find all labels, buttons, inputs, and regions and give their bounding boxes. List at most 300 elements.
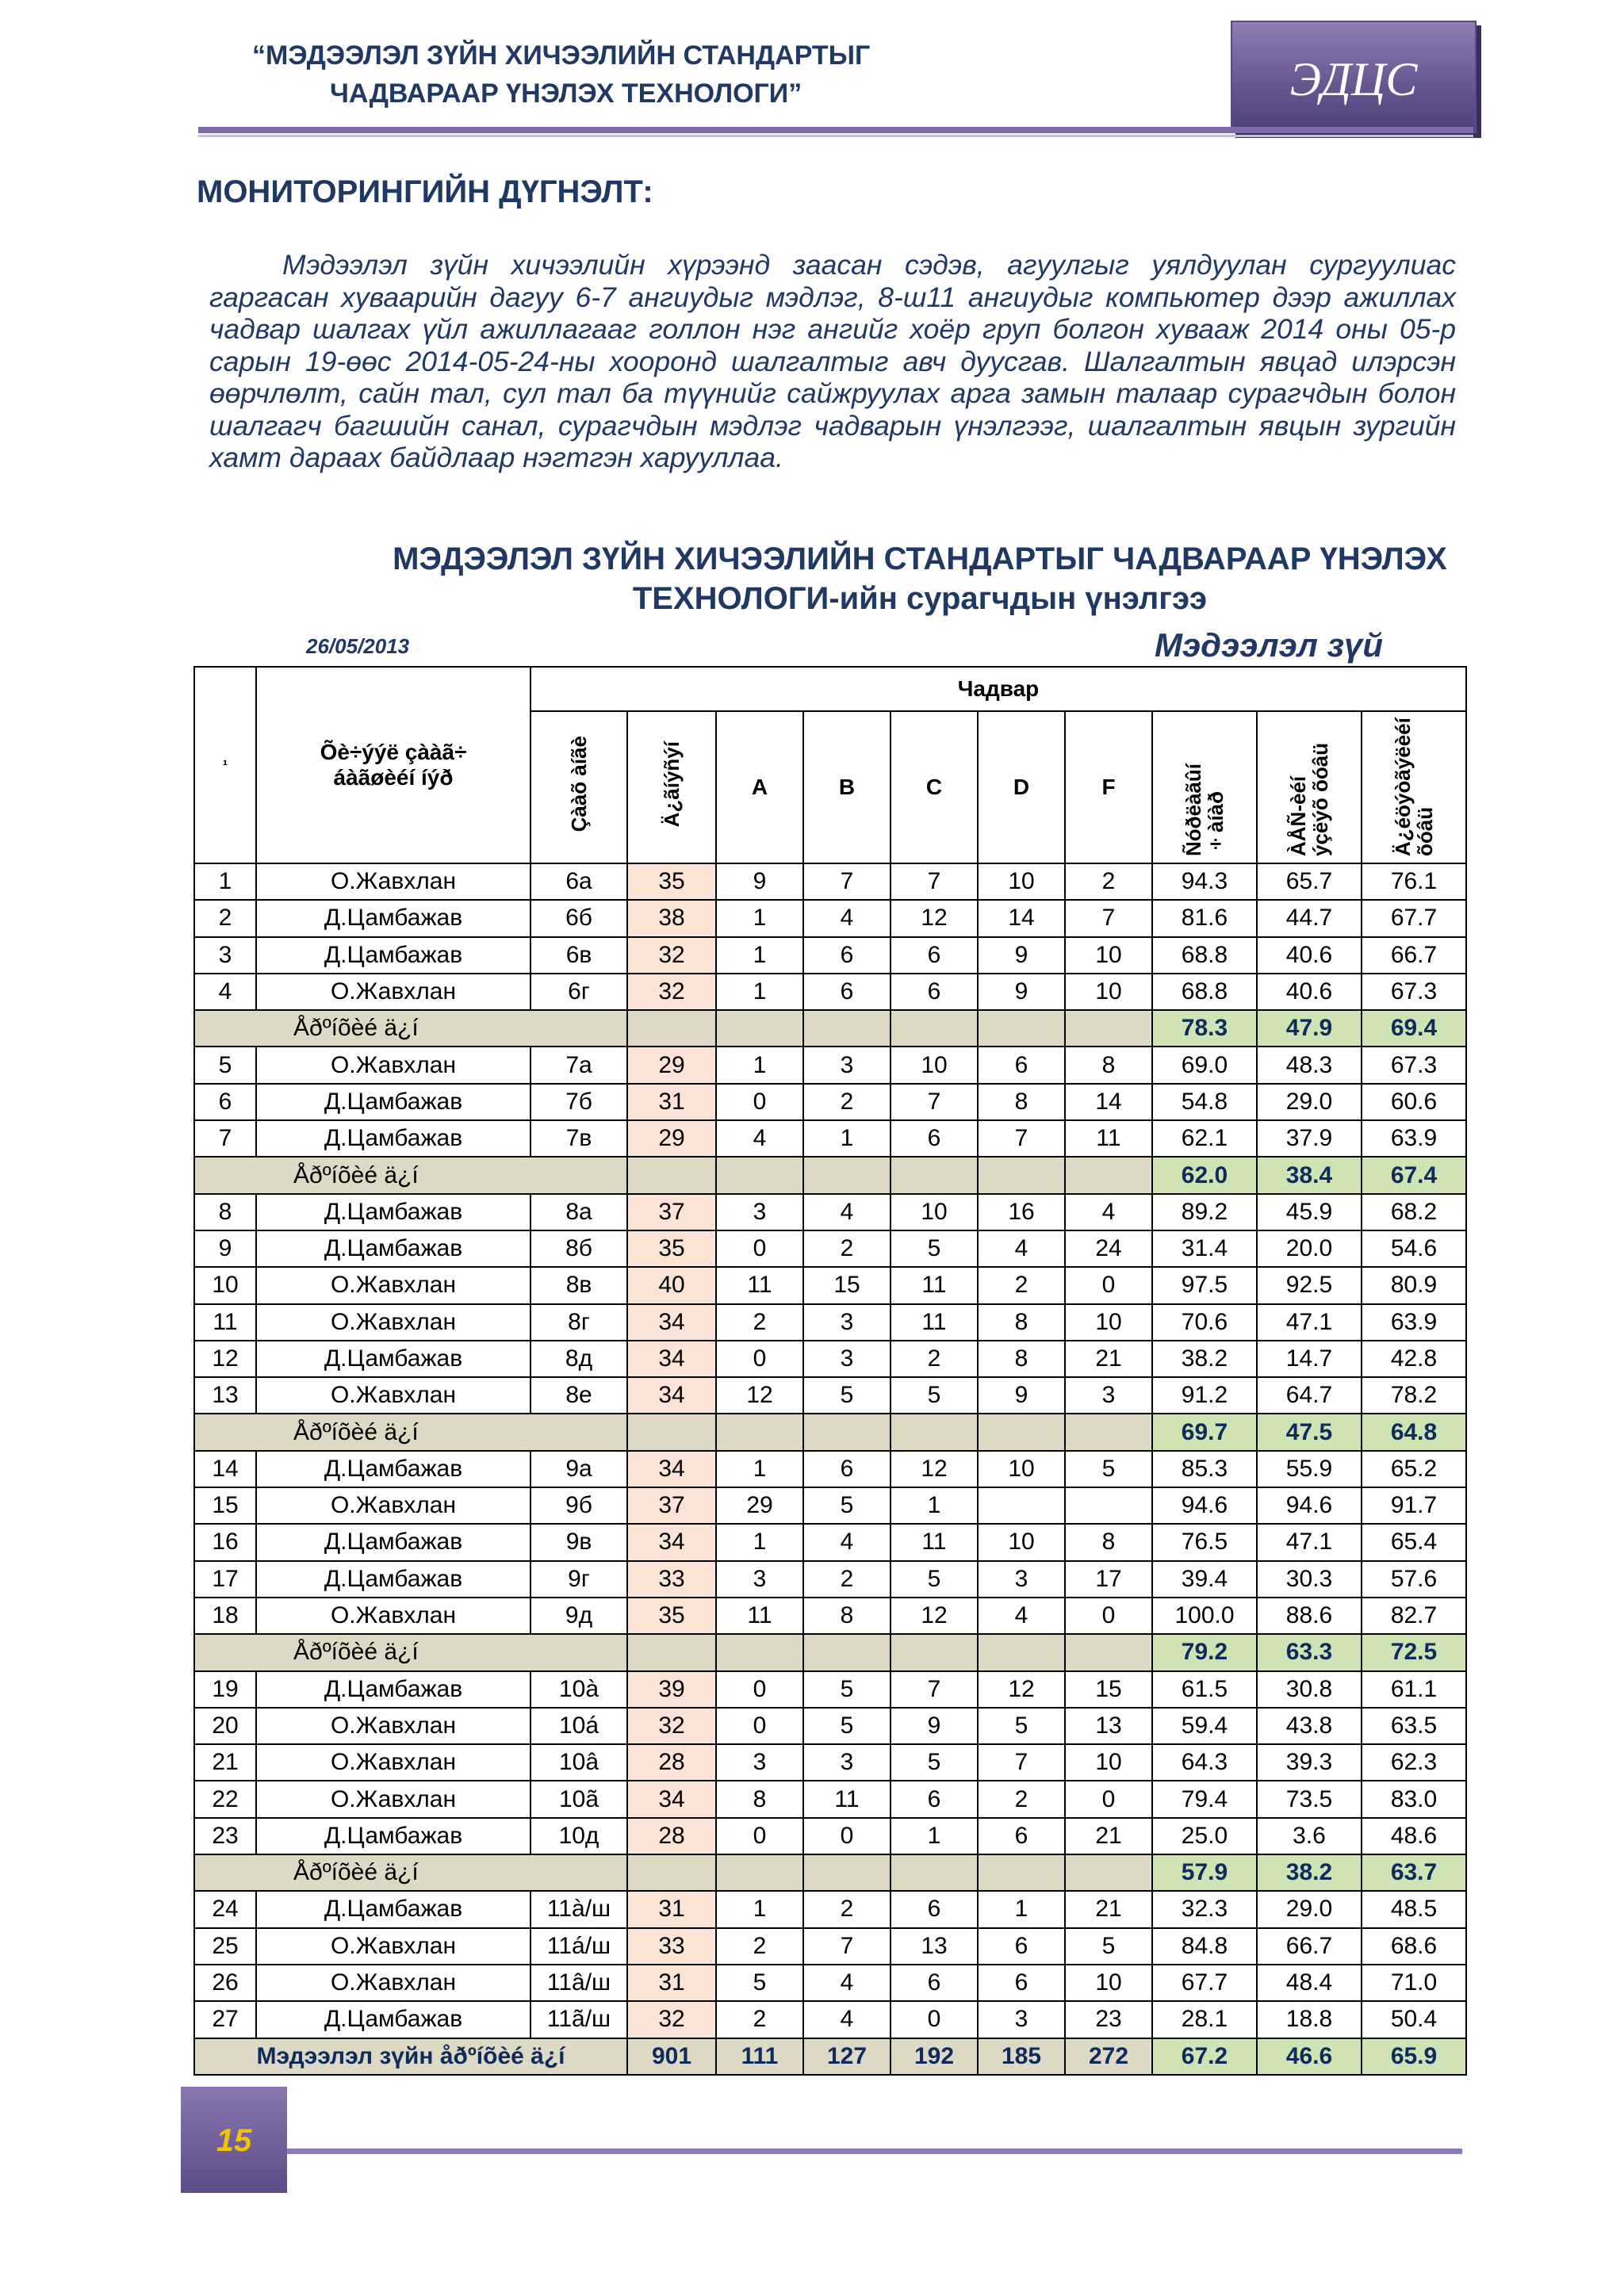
cell-d: 12 (978, 1671, 1065, 1708)
cell-cls: 10à (530, 1671, 627, 1708)
empty-cell (716, 1634, 803, 1670)
empty-cell (716, 1414, 803, 1450)
cell-d: 3 (978, 2001, 1065, 2038)
header-badge-text: ЭДЦС (1289, 53, 1418, 105)
table-row (194, 974, 1466, 1010)
cell-n: 23 (194, 1818, 256, 1854)
cell-cnt: 32 (627, 2001, 716, 2038)
header-badge (1231, 21, 1477, 133)
subtotal-p2: 38.4 (1257, 1157, 1362, 1193)
subtotal-label: Åðºíõèé ä¿í (194, 1414, 627, 1450)
cell-cls: 6б (530, 900, 627, 936)
cell-cls: 9г (530, 1561, 627, 1598)
cell-cnt: 32 (627, 1708, 716, 1744)
subtotal-row (194, 1854, 1466, 1891)
cell-a: 3 (716, 1561, 803, 1598)
empty-cell (891, 1010, 978, 1047)
cell-p1: 68.8 (1152, 937, 1257, 974)
cell-teacher: Д.Цамбажав (256, 1671, 530, 1708)
cell-teacher: О.Жавхлан (256, 1965, 530, 2001)
cell-cnt: 34 (627, 1377, 716, 1414)
total-f: 272 (1065, 2038, 1152, 2075)
cell-p2: 47.1 (1257, 1524, 1362, 1560)
header-grade-d: D (978, 711, 1065, 863)
total-p1: 67.2 (1152, 2038, 1257, 2075)
cell-cls: 10д (530, 1818, 627, 1854)
cell-teacher: Д.Цамбажав (256, 1891, 530, 1927)
cell-p2: 64.7 (1257, 1377, 1362, 1414)
cell-b: 5 (803, 1487, 891, 1524)
cell-c: 1 (891, 1487, 978, 1524)
cell-f: 15 (1065, 1671, 1152, 1708)
cell-a: 1 (716, 1047, 803, 1083)
cell-cnt: 32 (627, 937, 716, 974)
cell-p1: 89.2 (1152, 1194, 1257, 1230)
cell-cls: 10á (530, 1708, 627, 1744)
table-row (194, 1524, 1466, 1560)
header-title (252, 36, 966, 113)
cell-cnt: 38 (627, 900, 716, 936)
cell-cnt: 35 (627, 863, 716, 900)
table-row (194, 1708, 1466, 1744)
cell-n: 5 (194, 1047, 256, 1083)
cell-cls: 10ã (530, 1781, 627, 1817)
total-d: 185 (978, 2038, 1065, 2075)
cell-p1: 70.6 (1152, 1304, 1257, 1341)
cell-c: 11 (891, 1267, 978, 1303)
table-row (194, 1891, 1466, 1927)
cell-d: 2 (978, 1781, 1065, 1817)
cell-d: 4 (978, 1230, 1065, 1267)
cell-n: 19 (194, 1671, 256, 1708)
cell-n: 7 (194, 1120, 256, 1157)
cell-d: 9 (978, 974, 1065, 1010)
cell-b: 4 (803, 2001, 891, 2038)
cell-c: 12 (891, 900, 978, 936)
cell-c: 7 (891, 863, 978, 900)
cell-p1: 81.6 (1152, 900, 1257, 936)
cell-a: 1 (716, 1891, 803, 1927)
cell-cls: 6в (530, 937, 627, 974)
subject-label: Мэдээлэл зүй (1155, 626, 1384, 664)
cell-cls: 9б (530, 1487, 627, 1524)
cell-p1: 25.0 (1152, 1818, 1257, 1854)
cell-b: 8 (803, 1598, 891, 1634)
table-row (194, 1377, 1466, 1414)
cell-p1: 32.3 (1152, 1891, 1257, 1927)
subtotal-row (194, 1010, 1466, 1047)
cell-cnt: 31 (627, 1891, 716, 1927)
cell-p3: 82.7 (1362, 1598, 1466, 1634)
cell-c: 5 (891, 1561, 978, 1598)
cell-p3: 78.2 (1362, 1377, 1466, 1414)
cell-b: 7 (803, 1928, 891, 1965)
cell-b: 3 (803, 1744, 891, 1781)
cell-b: 0 (803, 1818, 891, 1854)
cell-a: 2 (716, 2001, 803, 2038)
cell-a: 8 (716, 1781, 803, 1817)
header-title-line2: ЧАДВАРААР ҮНЭЛЭХ ТЕХНОЛОГИ” (330, 78, 802, 109)
cell-p3: 48.6 (1362, 1818, 1466, 1854)
cell-cls: 8в (530, 1267, 627, 1303)
cell-cnt: 37 (627, 1487, 716, 1524)
cell-cls: 8б (530, 1230, 627, 1267)
header-grade-f: F (1065, 711, 1152, 863)
table-row (194, 900, 1466, 936)
header-class: Çààõ àíãè (530, 711, 627, 863)
cell-p2: 48.3 (1257, 1047, 1362, 1083)
cell-c: 6 (891, 974, 978, 1010)
cell-b: 6 (803, 1451, 891, 1487)
cell-cnt: 34 (627, 1524, 716, 1560)
empty-cell (1065, 1414, 1152, 1450)
cell-p2: 3.6 (1257, 1818, 1362, 1854)
cell-b: 5 (803, 1671, 891, 1708)
cell-p2: 73.5 (1257, 1781, 1362, 1817)
cell-d: 9 (978, 1377, 1065, 1414)
cell-c: 0 (891, 2001, 978, 2038)
cell-a: 29 (716, 1487, 803, 1524)
cell-p2: 88.6 (1257, 1598, 1362, 1634)
cell-teacher: Д.Цамбажав (256, 1230, 530, 1267)
table-title-line1: МЭДЭЭЛЭЛ ЗҮЙН ХИЧЭЭЛИЙН СТАНДАРТЫГ ЧАДВАРААР ҮНЭЛЭХ (393, 541, 1447, 576)
cell-c: 5 (891, 1377, 978, 1414)
cell-a: 0 (716, 1341, 803, 1377)
total-p3: 65.9 (1362, 2038, 1466, 2075)
cell-f: 17 (1065, 1561, 1152, 1598)
cell-f (1065, 1487, 1152, 1524)
cell-n: 15 (194, 1487, 256, 1524)
cell-a: 1 (716, 974, 803, 1010)
cell-cnt: 28 (627, 1818, 716, 1854)
empty-cell (1065, 1854, 1152, 1891)
cell-f: 10 (1065, 1744, 1152, 1781)
cell-p3: 83.0 (1362, 1781, 1466, 1817)
section-title: МОНИТОРИНГИЙН ДҮГНЭЛТ: (197, 174, 653, 209)
cell-cls: 9д (530, 1598, 627, 1634)
cell-p2: 47.1 (1257, 1304, 1362, 1341)
subtotal-p1: 79.2 (1152, 1634, 1257, 1670)
table-row (194, 1818, 1466, 1854)
cell-cls: 11â/ш (530, 1965, 627, 2001)
cell-b: 6 (803, 937, 891, 974)
cell-cnt: 34 (627, 1781, 716, 1817)
empty-cell (803, 1157, 891, 1193)
empty-cell (627, 1157, 716, 1193)
cell-cls: 11ã/ш (530, 2001, 627, 2038)
cell-d: 6 (978, 1928, 1065, 1965)
table-row (194, 1744, 1466, 1781)
cell-p1: 97.5 (1152, 1267, 1257, 1303)
cell-p2: 45.9 (1257, 1194, 1362, 1230)
report-date: 26/05/2013 (306, 634, 410, 658)
table-row (194, 1194, 1466, 1230)
cell-c: 12 (891, 1451, 978, 1487)
header-number: ¹ (194, 667, 256, 863)
cell-f: 7 (1065, 900, 1152, 936)
empty-cell (803, 1010, 891, 1047)
cell-n: 17 (194, 1561, 256, 1598)
cell-p3: 67.7 (1362, 900, 1466, 936)
table-row (194, 1304, 1466, 1341)
cell-c: 6 (891, 1891, 978, 1927)
cell-n: 20 (194, 1708, 256, 1744)
subtotal-label: Åðºíõèé ä¿í (194, 1157, 627, 1193)
table-row (194, 1598, 1466, 1634)
cell-n: 8 (194, 1194, 256, 1230)
cell-a: 3 (716, 1194, 803, 1230)
header-grade-a: A (716, 711, 803, 863)
cell-p3: 54.6 (1362, 1230, 1466, 1267)
cell-a: 1 (716, 937, 803, 974)
subtotal-label: Åðºíõèé ä¿í (194, 1854, 627, 1891)
cell-p1: 94.3 (1152, 863, 1257, 900)
cell-p3: 65.4 (1362, 1524, 1466, 1560)
empty-cell (1065, 1010, 1152, 1047)
cell-f: 24 (1065, 1230, 1152, 1267)
cell-d: 7 (978, 1744, 1065, 1781)
cell-a: 0 (716, 1708, 803, 1744)
cell-teacher: О.Жавхлан (256, 1744, 530, 1781)
cell-d: 5 (978, 1708, 1065, 1744)
cell-teacher: О.Жавхлан (256, 1487, 530, 1524)
cell-teacher: Д.Цамбажав (256, 1818, 530, 1854)
cell-c: 7 (891, 1671, 978, 1708)
cell-c: 6 (891, 1781, 978, 1817)
cell-d: 6 (978, 1047, 1065, 1083)
cell-p1: 61.5 (1152, 1671, 1257, 1708)
cell-n: 24 (194, 1891, 256, 1927)
cell-p1: 68.8 (1152, 974, 1257, 1010)
header-pct2: ÀÅÑ-èéí ýçëýõ õóâü (1257, 711, 1362, 863)
cell-cnt: 33 (627, 1561, 716, 1598)
empty-cell (803, 1414, 891, 1450)
subtotal-p1: 57.9 (1152, 1854, 1257, 1891)
cell-cnt: 34 (627, 1341, 716, 1377)
cell-cnt: 32 (627, 974, 716, 1010)
cell-cls: 11à/ш (530, 1891, 627, 1927)
cell-d: 9 (978, 937, 1065, 974)
cell-cls: 7а (530, 1047, 627, 1083)
total-p2: 46.6 (1257, 2038, 1362, 2075)
cell-b: 2 (803, 1891, 891, 1927)
table-row (194, 1267, 1466, 1303)
cell-cls: 9в (530, 1524, 627, 1560)
cell-c: 9 (891, 1708, 978, 1744)
cell-n: 12 (194, 1341, 256, 1377)
cell-p2: 40.6 (1257, 937, 1362, 974)
table-row (194, 1120, 1466, 1157)
header-group: Чадвар (530, 667, 1466, 711)
cell-b: 2 (803, 1561, 891, 1598)
subtotal-p2: 47.5 (1257, 1414, 1362, 1450)
cell-d: 14 (978, 900, 1065, 936)
cell-d: 10 (978, 1524, 1065, 1560)
cell-f: 10 (1065, 974, 1152, 1010)
cell-p2: 40.6 (1257, 974, 1362, 1010)
cell-cls: 8г (530, 1304, 627, 1341)
subtotal-p2: 63.3 (1257, 1634, 1362, 1670)
cell-cls: 11á/ш (530, 1928, 627, 1965)
empty-cell (978, 1414, 1065, 1450)
empty-cell (1065, 1157, 1152, 1193)
table-row (194, 2001, 1466, 2038)
cell-cnt: 29 (627, 1120, 716, 1157)
empty-cell (716, 1157, 803, 1193)
cell-d: 6 (978, 1818, 1065, 1854)
footer-divider (285, 2149, 1462, 2154)
cell-f: 3 (1065, 1377, 1152, 1414)
cell-p2: 43.8 (1257, 1708, 1362, 1744)
cell-p1: 54.8 (1152, 1084, 1257, 1120)
cell-teacher: Д.Цамбажав (256, 1451, 530, 1487)
header-divider (198, 127, 1473, 133)
cell-cls: 7б (530, 1084, 627, 1120)
cell-p1: 39.4 (1152, 1561, 1257, 1598)
cell-cnt: 29 (627, 1047, 716, 1083)
cell-teacher: О.Жавхлан (256, 1598, 530, 1634)
cell-p3: 91.7 (1362, 1487, 1466, 1524)
subtotal-label: Åðºíõèé ä¿í (194, 1010, 627, 1047)
cell-n: 25 (194, 1928, 256, 1965)
cell-p3: 50.4 (1362, 2001, 1466, 2038)
cell-c: 5 (891, 1744, 978, 1781)
cell-f: 5 (1065, 1451, 1152, 1487)
cell-d: 16 (978, 1194, 1065, 1230)
cell-cls: 6г (530, 974, 627, 1010)
subtotal-p3: 67.4 (1362, 1157, 1466, 1193)
cell-a: 0 (716, 1671, 803, 1708)
cell-p1: 59.4 (1152, 1708, 1257, 1744)
cell-c: 6 (891, 1965, 978, 2001)
cell-d: 7 (978, 1120, 1065, 1157)
cell-a: 2 (716, 1928, 803, 1965)
table-row (194, 1487, 1466, 1524)
cell-n: 10 (194, 1267, 256, 1303)
cell-d: 8 (978, 1341, 1065, 1377)
cell-p3: 76.1 (1362, 863, 1466, 900)
cell-c: 1 (891, 1818, 978, 1854)
table-row (194, 937, 1466, 974)
cell-p2: 30.8 (1257, 1671, 1362, 1708)
subtotal-row (194, 1157, 1466, 1193)
cell-teacher: О.Жавхлан (256, 863, 530, 900)
empty-cell (978, 1854, 1065, 1891)
cell-b: 5 (803, 1708, 891, 1744)
cell-b: 15 (803, 1267, 891, 1303)
cell-p2: 14.7 (1257, 1341, 1362, 1377)
cell-b: 3 (803, 1047, 891, 1083)
cell-f: 0 (1065, 1267, 1152, 1303)
cell-a: 0 (716, 1084, 803, 1120)
cell-teacher: Д.Цамбажав (256, 1194, 530, 1230)
cell-teacher: О.Жавхлан (256, 1928, 530, 1965)
cell-a: 1 (716, 900, 803, 936)
cell-f: 0 (1065, 1781, 1152, 1817)
cell-p3: 67.3 (1362, 974, 1466, 1010)
cell-teacher: Д.Цамбажав (256, 1084, 530, 1120)
cell-p3: 62.3 (1362, 1744, 1466, 1781)
cell-c: 13 (891, 1928, 978, 1965)
header-count: Ä¿ãíýñýí (627, 711, 716, 863)
subtotal-p1: 78.3 (1152, 1010, 1257, 1047)
cell-p3: 60.6 (1362, 1084, 1466, 1120)
cell-c: 7 (891, 1084, 978, 1120)
cell-teacher: Д.Цамбажав (256, 2001, 530, 2038)
cell-n: 18 (194, 1598, 256, 1634)
intro-paragraph: Мэдээлэл зүйн хичээлийн хүрээнд заасан сэдэв, агуулгыг уялдуулан сургуулиас гаргасан хуваарийн дагуу 6-7 ангиудыг мэдлэг, 8-ш11 ангиудыг компьютер дээр ажиллах чадвар шалгах үйл ажиллагааг голлон нэг ангийг хоёр груп болгон хувааж 2014 оны 05-р сарын 19-өөс 2014-05-24-ны хооронд шалгалтыг авч дуусгав. Шалгалтын явцад илэрсэн өөрчлөлт, сайн тал, сул тал ба түүнийг сайжруулах арга замын талаар сурагчдын болон шалгагч багшийн санал, сурагчдын мэдлэг чадварын үнэлгээг, шалгалтын явцын зургийн хамт дараах байдлаар нэгтгэн харууллаа. (209, 249, 1456, 473)
empty-cell (627, 1854, 716, 1891)
table-title (198, 539, 1624, 618)
cell-p1: 31.4 (1152, 1230, 1257, 1267)
cell-f: 11 (1065, 1120, 1152, 1157)
cell-f: 23 (1065, 2001, 1152, 2038)
empty-cell (891, 1634, 978, 1670)
cell-d: 8 (978, 1304, 1065, 1341)
cell-a: 2 (716, 1304, 803, 1341)
total-a: 111 (716, 2038, 803, 2075)
subtotal-p3: 69.4 (1362, 1010, 1466, 1047)
cell-cnt: 35 (627, 1230, 716, 1267)
cell-n: 1 (194, 863, 256, 900)
cell-p2: 65.7 (1257, 863, 1362, 900)
cell-a: 0 (716, 1230, 803, 1267)
subtotal-p3: 64.8 (1362, 1414, 1466, 1450)
empty-cell (627, 1634, 716, 1670)
subtotal-p2: 47.9 (1257, 1010, 1362, 1047)
cell-p1: 94.6 (1152, 1487, 1257, 1524)
cell-p1: 67.7 (1152, 1965, 1257, 2001)
cell-p1: 69.0 (1152, 1047, 1257, 1083)
cell-cls: 9а (530, 1451, 627, 1487)
cell-p1: 91.2 (1152, 1377, 1257, 1414)
cell-d: 1 (978, 1891, 1065, 1927)
cell-b: 3 (803, 1304, 891, 1341)
cell-b: 2 (803, 1230, 891, 1267)
cell-c: 6 (891, 1120, 978, 1157)
cell-p2: 30.3 (1257, 1561, 1362, 1598)
cell-p1: 84.8 (1152, 1928, 1257, 1965)
empty-cell (716, 1854, 803, 1891)
cell-f: 2 (1065, 863, 1152, 900)
cell-teacher: О.Жавхлан (256, 1267, 530, 1303)
subtotal-p1: 69.7 (1152, 1414, 1257, 1450)
cell-d: 10 (978, 863, 1065, 900)
table-row (194, 1671, 1466, 1708)
cell-p3: 71.0 (1362, 1965, 1466, 2001)
cell-n: 22 (194, 1781, 256, 1817)
cell-teacher: Д.Цамбажав (256, 1561, 530, 1598)
cell-cls: 6а (530, 863, 627, 900)
cell-p3: 61.1 (1362, 1671, 1466, 1708)
cell-teacher: Д.Цамбажав (256, 1120, 530, 1157)
cell-d: 6 (978, 1965, 1065, 2001)
cell-p3: 63.5 (1362, 1708, 1466, 1744)
cell-p3: 48.5 (1362, 1891, 1466, 1927)
cell-n: 4 (194, 974, 256, 1010)
cell-d: 3 (978, 1561, 1065, 1598)
cell-a: 0 (716, 1818, 803, 1854)
table-row (194, 1965, 1466, 2001)
cell-d (978, 1487, 1065, 1524)
cell-a: 11 (716, 1267, 803, 1303)
total-cnt: 901 (627, 2038, 716, 2075)
cell-p3: 42.8 (1362, 1341, 1466, 1377)
cell-n: 11 (194, 1304, 256, 1341)
empty-cell (803, 1634, 891, 1670)
cell-cls: 8е (530, 1377, 627, 1414)
total-c: 192 (891, 2038, 978, 2075)
